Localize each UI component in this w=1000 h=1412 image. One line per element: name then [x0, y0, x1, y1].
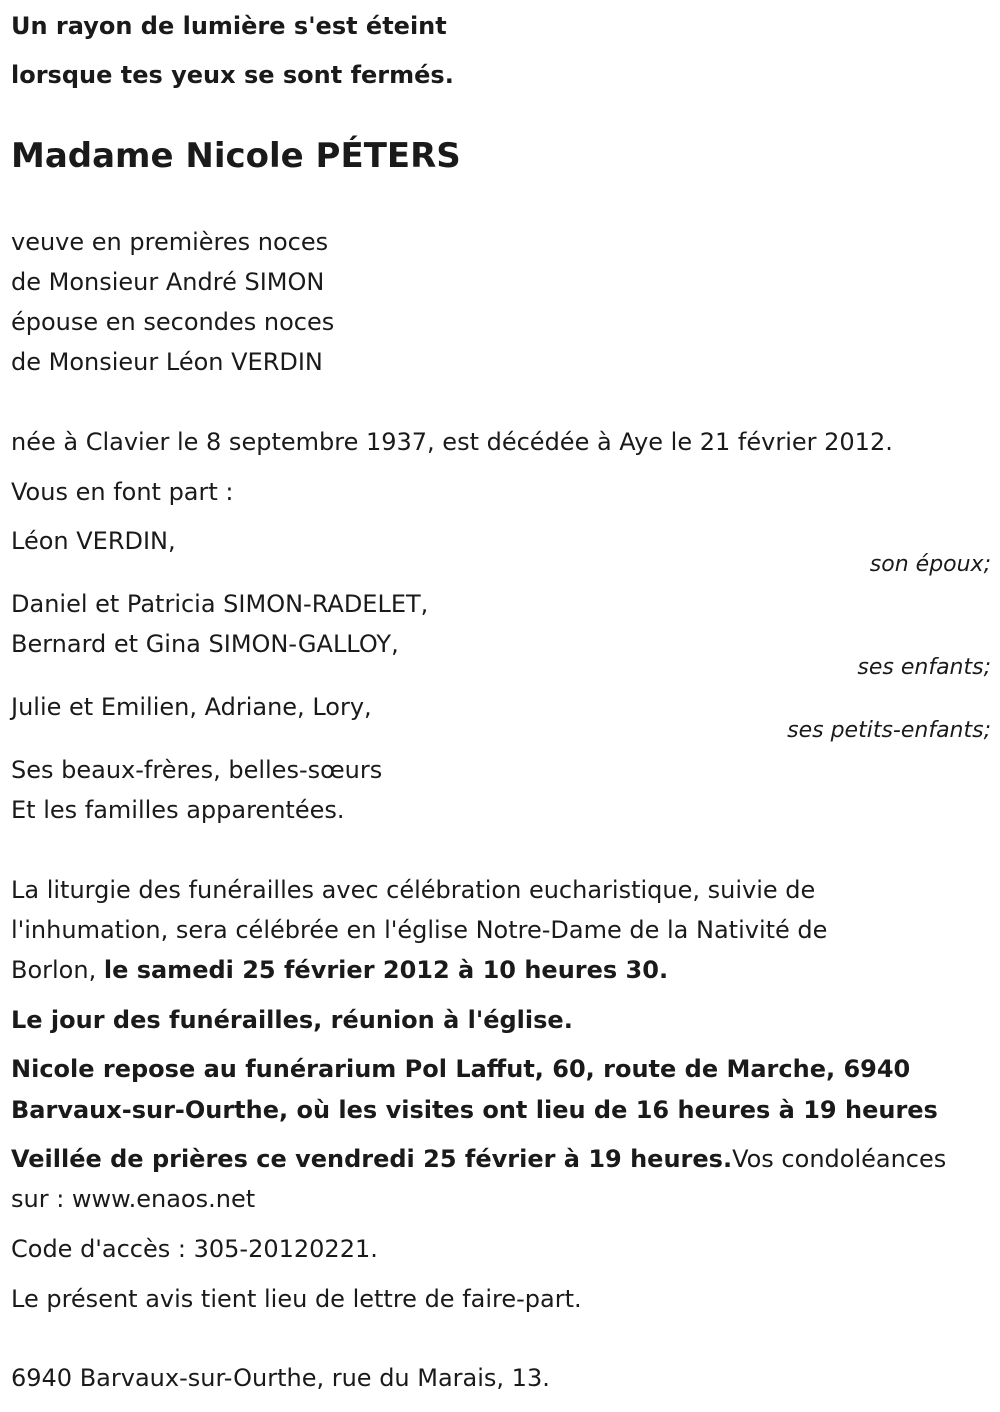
spouse-role: son époux; [869, 552, 991, 577]
announce-line: Vous en font part : [11, 478, 234, 506]
rest-line-2: Barvaux-sur-Ourthe, où les visites ont lieu de 16 heures à 19 heures [11, 1096, 938, 1124]
liturgy-place: Borlon, [11, 956, 104, 984]
condolences-website: sur : www.enaos.net [11, 1185, 256, 1213]
birth-death-line: née à Clavier le 8 septembre 1937, est décédée à Aye le 21 février 2012. [11, 428, 893, 456]
marital-line: veuve en premières noces [11, 228, 329, 256]
access-code: Code d'accès : 305-20120221. [11, 1235, 378, 1263]
grandchildren-role: ses petits-enfants; [787, 718, 991, 743]
grandchildren-line: Julie et Emilien, Adriane, Lory, [11, 693, 372, 721]
meeting-line: Le jour des funérailles, réunion à l'église. [11, 1006, 573, 1034]
quote-line-1: Un rayon de lumière s'est éteint [11, 12, 447, 40]
spouse-name: Léon VERDIN, [11, 527, 176, 555]
quote-line-2: lorsque tes yeux se sont fermés. [11, 61, 454, 89]
vigil-time: Veillée de prières ce vendredi 25 février à 19 heures. [11, 1145, 733, 1173]
family-others-line: Ses beaux-frères, belles-sœurs [11, 756, 383, 784]
liturgy-datetime: le samedi 25 février 2012 à 10 heures 30. [103, 956, 669, 984]
deceased-name: Madame Nicole PÉTERS [11, 136, 461, 176]
children-line: Daniel et Patricia SIMON-RADELET, [11, 590, 429, 618]
condolences-label: Vos condoléances [732, 1145, 947, 1173]
rest-line-1: Nicole repose au funérarium Pol Laffut, 60, route de Marche, 6940 [11, 1055, 911, 1083]
marital-line: de Monsieur André SIMON [11, 268, 325, 296]
notice-line: Le présent avis tient lieu de lettre de faire-part. [11, 1285, 582, 1313]
family-others-line: Et les familles apparentées. [11, 796, 345, 824]
marital-line: épouse en secondes noces [11, 308, 335, 336]
children-line: Bernard et Gina SIMON-GALLOY, [11, 630, 399, 658]
children-role: ses enfants; [857, 655, 991, 680]
marital-line: de Monsieur Léon VERDIN [11, 348, 323, 376]
liturgy-line-3 [11, 950, 668, 990]
liturgy-line-2: l'inhumation, sera célébrée en l'église Notre-Dame de la Nativité de [11, 916, 828, 944]
liturgy-line-1: La liturgie des funérailles avec célébration eucharistique, suivie de [11, 876, 816, 904]
vigil-line-1 [11, 1139, 946, 1179]
address-line: 6940 Barvaux-sur-Ourthe, rue du Marais, 13. [11, 1364, 550, 1392]
